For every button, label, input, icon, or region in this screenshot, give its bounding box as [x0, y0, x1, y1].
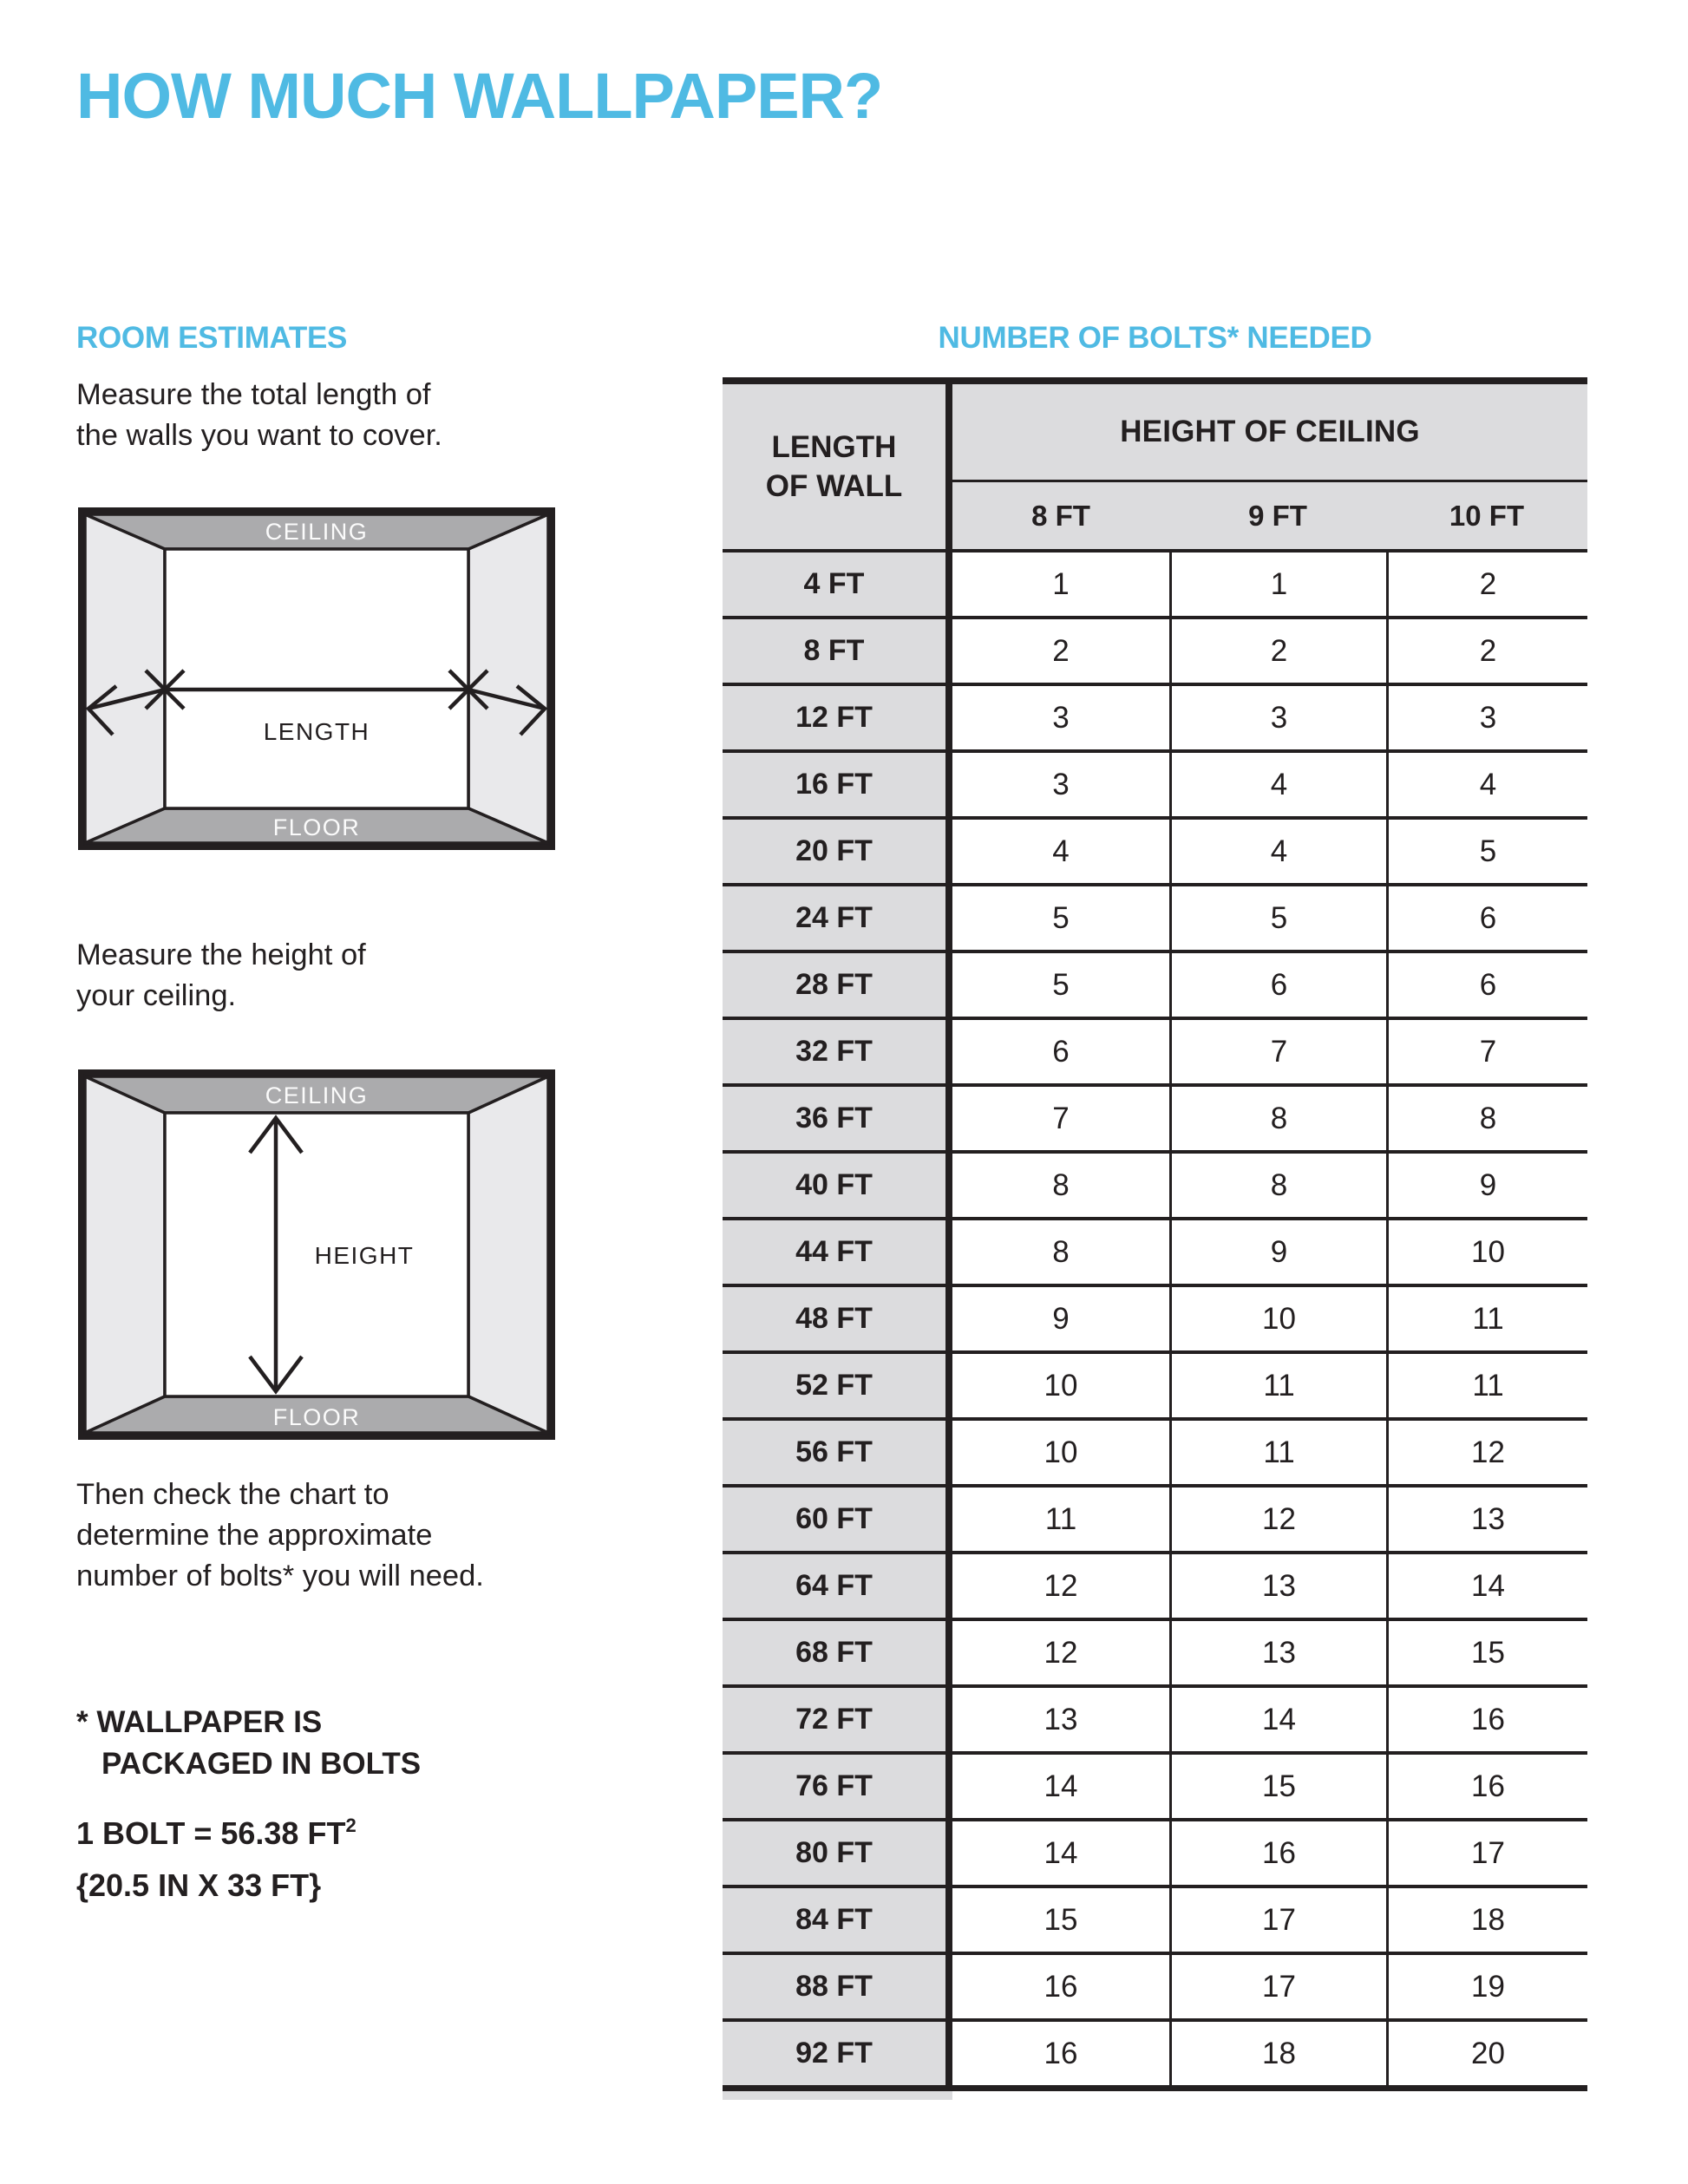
row-label: 40 FT — [723, 1154, 952, 1217]
column-header-9ft: 9 FT — [1248, 499, 1307, 532]
row-value: 17 — [1169, 1888, 1386, 1952]
row-label: 80 FT — [723, 1821, 952, 1885]
row-label: 36 FT — [723, 1087, 952, 1150]
instruction-line: determine the approximate — [76, 1519, 433, 1552]
row-value: 2 — [952, 619, 1169, 683]
instruction-measure-height — [76, 935, 366, 1017]
row-value: 2 — [1386, 553, 1587, 616]
row-label: 52 FT — [723, 1354, 952, 1417]
row-value: 17 — [1169, 1955, 1386, 2018]
table-header — [723, 384, 1587, 549]
row-value: 5 — [952, 953, 1169, 1017]
table-row — [723, 1551, 1587, 1618]
row-label: 4 FT — [723, 553, 952, 616]
row-value: 14 — [1169, 1688, 1386, 1751]
row-value: 8 — [1169, 1087, 1386, 1150]
row-value: 12 — [952, 1554, 1169, 1618]
row-value: 16 — [952, 2022, 1169, 2085]
left-wall — [85, 1076, 165, 1433]
row-value: 10 — [952, 1421, 1169, 1484]
row-value: 4 — [1169, 753, 1386, 816]
height-of-ceiling-header: HEIGHT OF CEILING — [952, 384, 1587, 482]
column-header-8ft: 8 FT — [1031, 499, 1090, 532]
table-row — [723, 1952, 1587, 2018]
table-row — [723, 683, 1587, 749]
height-label: HEIGHT — [314, 1242, 415, 1269]
row-value: 4 — [1169, 820, 1386, 883]
row-value: 6 — [1386, 886, 1587, 950]
bolt-specification — [76, 1809, 357, 1909]
instruction-line: your ceiling. — [76, 979, 237, 1012]
row-value: 11 — [1386, 1354, 1587, 1417]
row-value: 13 — [1169, 1554, 1386, 1618]
length-label: LENGTH — [263, 718, 370, 745]
row-value: 5 — [1386, 820, 1587, 883]
row-value: 13 — [1386, 1488, 1587, 1551]
row-value: 10 — [952, 1354, 1169, 1417]
row-value: 8 — [952, 1154, 1169, 1217]
floor-label: FLOOR — [272, 814, 361, 840]
table-row — [723, 749, 1587, 816]
room-estimates-heading: ROOM ESTIMATES — [76, 321, 348, 355]
instruction-measure-length — [76, 375, 442, 456]
table-row — [723, 1217, 1587, 1284]
bolts-needed-heading: NUMBER OF BOLTS* NEEDED — [938, 321, 1372, 355]
table-row — [723, 616, 1587, 683]
row-value: 8 — [1386, 1087, 1587, 1150]
row-value: 1 — [1169, 553, 1386, 616]
row-value: 11 — [952, 1488, 1169, 1551]
row-label: 16 FT — [723, 753, 952, 816]
row-value: 9 — [952, 1287, 1169, 1350]
row-value: 11 — [1386, 1287, 1587, 1350]
row-value: 3 — [952, 686, 1169, 749]
row-value: 6 — [1169, 953, 1386, 1017]
room-height-diagram — [78, 1069, 555, 1440]
back-wall — [165, 549, 468, 808]
instruction-line: the walls you want to cover. — [76, 419, 442, 452]
row-value: 6 — [952, 1020, 1169, 1083]
table-body — [723, 549, 1587, 2085]
footnote-line: * WALLPAPER IS — [76, 1705, 323, 1739]
row-value: 11 — [1169, 1421, 1386, 1484]
row-value: 14 — [952, 1755, 1169, 1818]
row-value: 15 — [1386, 1621, 1587, 1684]
row-value: 3 — [952, 753, 1169, 816]
table-row — [723, 1751, 1587, 1818]
table-left-column-stub — [723, 2091, 952, 2100]
length-of-wall-header: LENGTH OF WALL — [723, 384, 952, 549]
room-length-diagram — [78, 507, 555, 850]
bolt-dimensions: {20.5 IN X 33 FT} — [76, 1867, 322, 1903]
row-label: 76 FT — [723, 1755, 952, 1818]
row-label: 64 FT — [723, 1554, 952, 1618]
floor-label: FLOOR — [272, 1404, 361, 1430]
ceiling-label: CEILING — [265, 519, 369, 545]
row-value: 4 — [952, 820, 1169, 883]
row-value: 5 — [952, 886, 1169, 950]
row-value: 18 — [1169, 2022, 1386, 2085]
row-value: 2 — [1169, 619, 1386, 683]
table-row — [723, 549, 1587, 616]
row-label: 20 FT — [723, 820, 952, 883]
table-row — [723, 1284, 1587, 1350]
row-label: 24 FT — [723, 886, 952, 950]
table-row — [723, 2018, 1587, 2085]
right-wall — [468, 1076, 548, 1433]
row-label: 28 FT — [723, 953, 952, 1017]
row-value: 14 — [1386, 1554, 1587, 1618]
row-value: 8 — [1169, 1154, 1386, 1217]
row-value: 8 — [952, 1220, 1169, 1284]
row-label: 68 FT — [723, 1621, 952, 1684]
row-label: 32 FT — [723, 1020, 952, 1083]
row-value: 14 — [952, 1821, 1169, 1885]
row-value: 20 — [1386, 2022, 1587, 2085]
table-row — [723, 1885, 1587, 1952]
row-value: 19 — [1386, 1955, 1587, 2018]
table-row — [723, 1618, 1587, 1684]
table-row — [723, 1417, 1587, 1484]
table-row — [723, 1083, 1587, 1150]
row-label: 12 FT — [723, 686, 952, 749]
row-value: 11 — [1169, 1354, 1386, 1417]
row-value: 12 — [952, 1621, 1169, 1684]
squared-superscript: 2 — [345, 1815, 357, 1836]
row-label: 92 FT — [723, 2022, 952, 2085]
row-value: 12 — [1386, 1421, 1587, 1484]
column-header-10ft: 10 FT — [1449, 499, 1525, 532]
row-value: 18 — [1386, 1888, 1587, 1952]
instruction-check-chart — [76, 1475, 484, 1597]
row-value: 15 — [952, 1888, 1169, 1952]
row-value: 15 — [1169, 1755, 1386, 1818]
table-row — [723, 1350, 1587, 1417]
ceiling-height-columns — [952, 482, 1587, 549]
row-label: 60 FT — [723, 1488, 952, 1551]
row-label: 44 FT — [723, 1220, 952, 1284]
row-value: 5 — [1169, 886, 1386, 950]
row-label: 72 FT — [723, 1688, 952, 1751]
row-value: 3 — [1169, 686, 1386, 749]
table-row — [723, 950, 1587, 1017]
footnote-line: PACKAGED IN BOLTS — [101, 1747, 422, 1781]
row-value: 16 — [1386, 1755, 1587, 1818]
instruction-line: Then check the chart to — [76, 1478, 389, 1511]
row-value: 7 — [952, 1087, 1169, 1150]
row-value: 16 — [952, 1955, 1169, 2018]
page-title: HOW MUCH WALLPAPER? — [76, 60, 883, 132]
row-value: 9 — [1169, 1220, 1386, 1284]
row-value: 1 — [952, 553, 1169, 616]
table-row — [723, 1484, 1587, 1551]
row-value: 16 — [1386, 1688, 1587, 1751]
row-label: 8 FT — [723, 619, 952, 683]
bolts-footnote — [76, 1702, 421, 1785]
ceiling-label: CEILING — [265, 1082, 369, 1108]
row-value: 2 — [1386, 619, 1587, 683]
row-value: 10 — [1386, 1220, 1587, 1284]
row-value: 6 — [1386, 953, 1587, 1017]
row-value: 3 — [1386, 686, 1587, 749]
table-row — [723, 1818, 1587, 1885]
table-row — [723, 883, 1587, 950]
row-value: 17 — [1386, 1821, 1587, 1885]
row-value: 7 — [1386, 1020, 1587, 1083]
row-value: 10 — [1169, 1287, 1386, 1350]
row-value: 7 — [1169, 1020, 1386, 1083]
table-row — [723, 1684, 1587, 1751]
bolt-equation: 1 BOLT = 56.38 $FT^2$ — [76, 1815, 357, 1851]
row-label: 56 FT — [723, 1421, 952, 1484]
row-label: 84 FT — [723, 1888, 952, 1952]
table-row — [723, 1017, 1587, 1083]
row-label: 88 FT — [723, 1955, 952, 2018]
row-value: 9 — [1386, 1154, 1587, 1217]
table-row — [723, 816, 1587, 883]
row-value: 16 — [1169, 1821, 1386, 1885]
row-label: 48 FT — [723, 1287, 952, 1350]
instruction-line: Measure the total length of — [76, 378, 431, 411]
height-of-ceiling-section — [952, 384, 1587, 549]
instruction-line: Measure the height of — [76, 938, 366, 971]
row-value: 12 — [1169, 1488, 1386, 1551]
table-row — [723, 1150, 1587, 1217]
row-value: 4 — [1386, 753, 1587, 816]
row-value: 13 — [952, 1688, 1169, 1751]
row-value: 13 — [1169, 1621, 1386, 1684]
bolts-needed-table — [723, 377, 1587, 2091]
instruction-line: number of bolts* you will need. — [76, 1560, 484, 1592]
